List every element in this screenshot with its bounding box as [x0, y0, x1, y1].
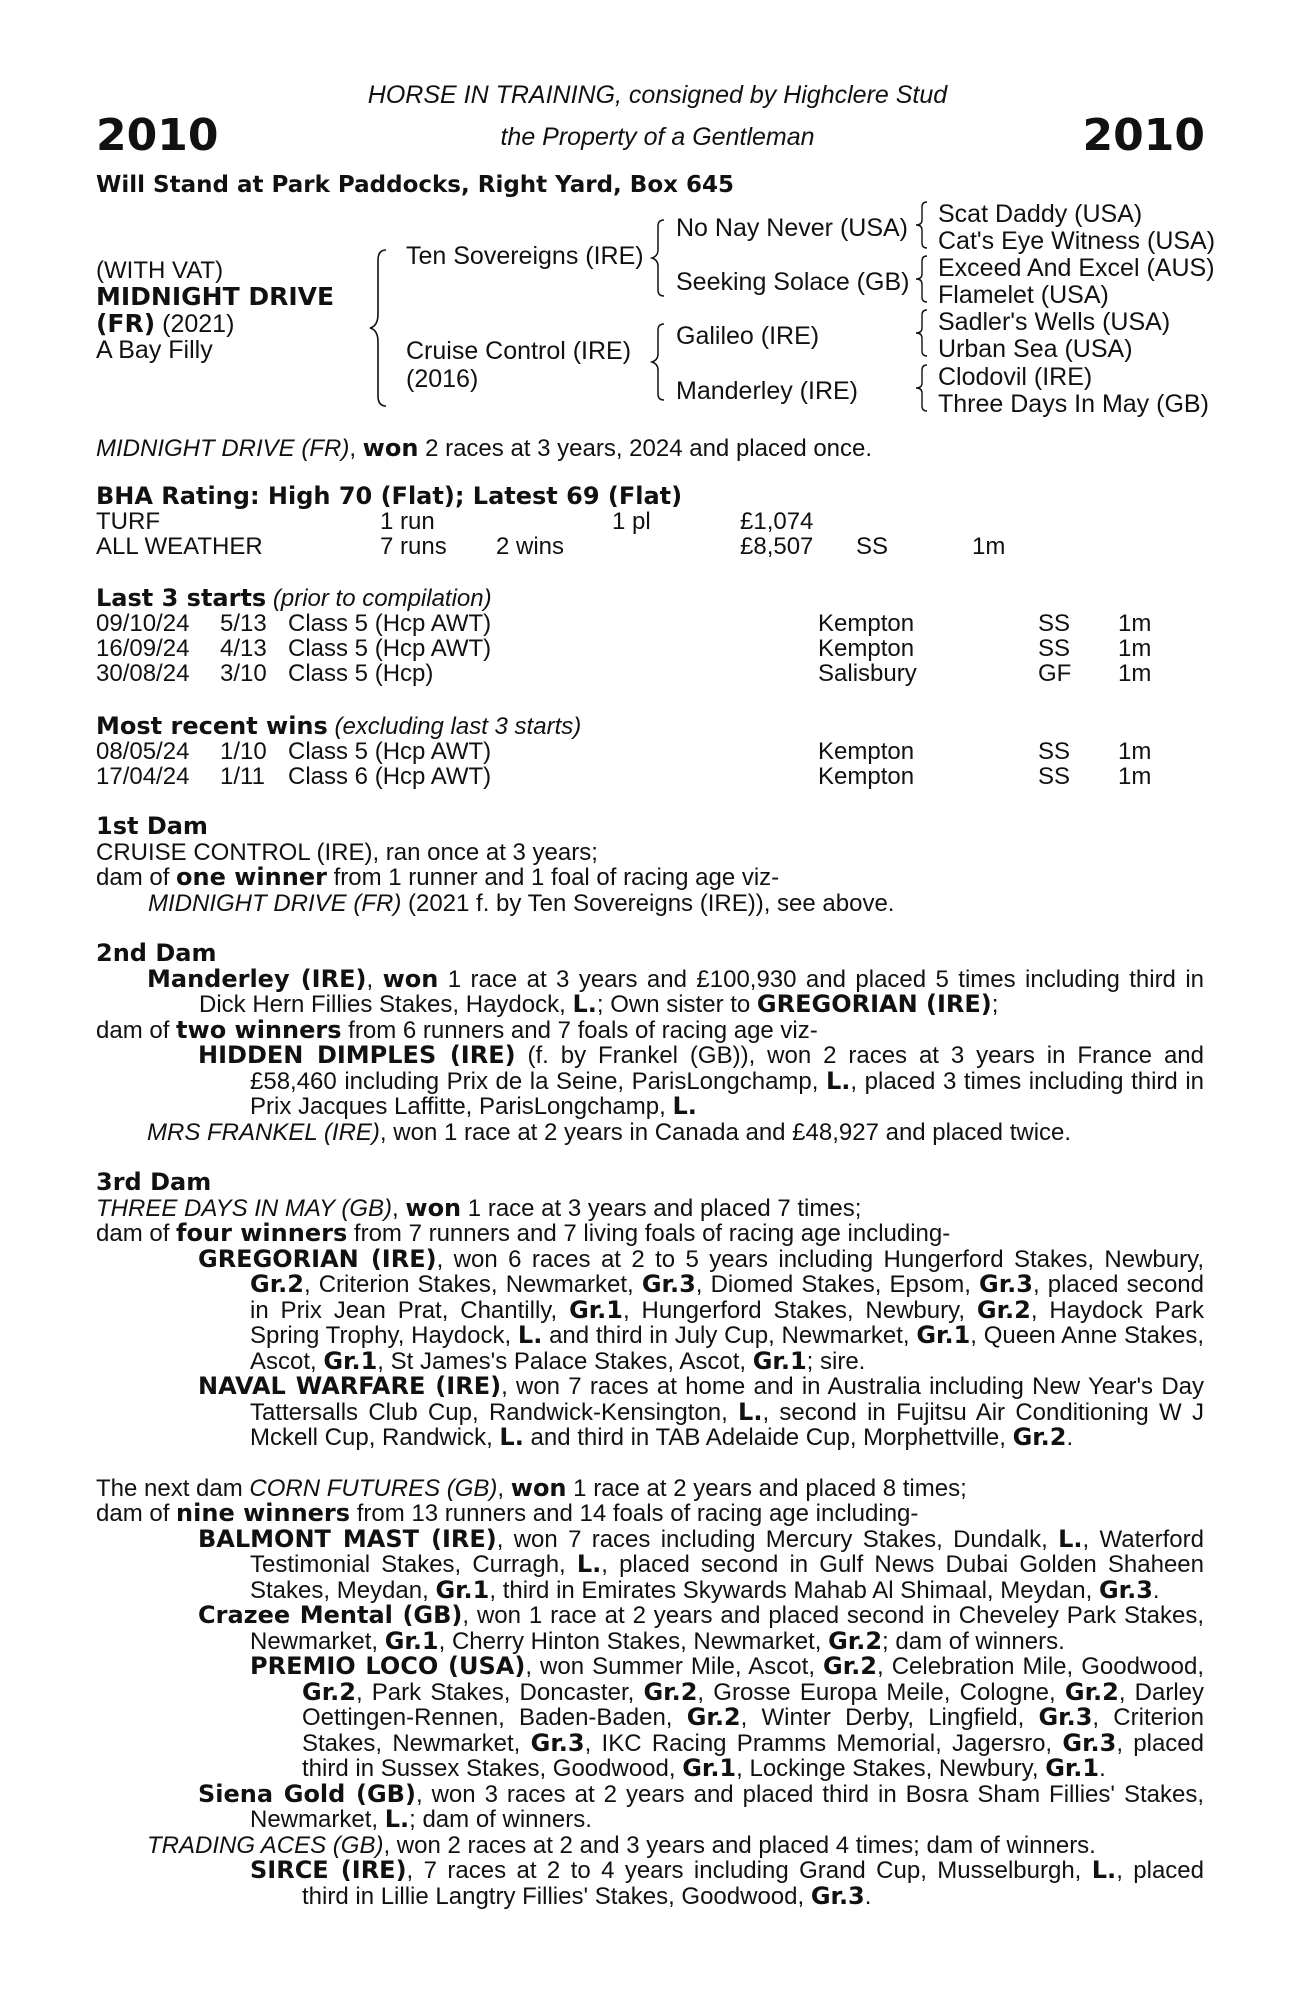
grade: Gr.3 — [530, 1728, 585, 1757]
recent-wins-heading — [96, 712, 581, 741]
ancestor-1: Scat Daddy (USA) — [938, 200, 1143, 228]
won-label: won — [405, 1193, 462, 1222]
offspring-balmont-mast — [96, 1524, 1204, 1604]
win-date: 17/04/24 — [96, 763, 190, 790]
text: ; Own sister to — [596, 991, 757, 1018]
grade: Gr.2 — [976, 1295, 1031, 1324]
third-dam-produce — [96, 1221, 1204, 1247]
win-distance: 1m — [1118, 738, 1152, 765]
text: , won 2 races at 2 and 3 years and placed 4 times; dam of winners. — [383, 1831, 1096, 1859]
text: , won 1 race at 2 years and placed second in Cheveley Park Stakes, Newmarket, — [250, 1602, 1204, 1655]
text: , won 1 race at 2 years in Canada and £48,927 and placed twice. — [379, 1118, 1072, 1146]
grade: Gr.2 — [643, 1677, 698, 1706]
win-position: 1/10 — [220, 738, 267, 765]
second-dam-heading: 2nd Dam — [96, 939, 217, 967]
brace-1 — [914, 200, 930, 250]
offspring-gregorian — [96, 1244, 1205, 1375]
next-dam-record — [96, 1473, 1204, 1502]
second-dam-record — [96, 964, 1205, 1018]
dam-name: CORN FUTURES (GB) — [249, 1474, 498, 1502]
offspring-name: SIRCE (IRE) — [250, 1856, 407, 1884]
grade: Gr.1 — [384, 1626, 439, 1655]
text: and third in TAB Adelaide Cup, Morphettville, — [523, 1424, 1013, 1451]
race-summary: MIDNIGHT DRIVE (FR), won 2 races at 3 years, 2024 and placed once. — [96, 434, 873, 462]
start-date: 30/08/24 — [96, 660, 190, 687]
text: , — [366, 965, 383, 993]
third-dam-heading: 3rd Dam — [96, 1168, 212, 1196]
text: , Grosse Europa Meile, Cologne, — [697, 1678, 1065, 1706]
text: , Cherry Hinton Stakes, Newmarket, — [438, 1627, 829, 1655]
start-position: 5/13 — [220, 610, 267, 637]
grade: L. — [517, 1321, 543, 1349]
text: , Park Stakes, Doncaster, — [355, 1678, 644, 1706]
winner-count: four winners — [176, 1219, 348, 1247]
sire-dam: Seeking Solace (GB) — [676, 268, 910, 296]
sibling-name: GREGORIAN (IRE) — [756, 990, 992, 1018]
text: . — [1066, 1424, 1074, 1451]
text: , won 7 races at home and in Australia including New Year's Day Tattersalls Club Cup, Randwick-Kensington, — [250, 1373, 1204, 1426]
horse-name: MIDNIGHT DRIVE — [96, 282, 335, 311]
bha-rating: BHA Rating: High 70 (Flat); Latest 69 (Flat) — [96, 482, 683, 510]
horse-year: (2021) — [162, 310, 235, 338]
text: , won Summer Mile, Ascot, — [525, 1653, 824, 1680]
text: , placed second in Gulf News Dubai Golden Shaheen Stakes, Meydan, — [250, 1551, 1204, 1604]
ancestor-3: Exceed And Excel (AUS) — [938, 254, 1215, 282]
text: dam of — [96, 1016, 177, 1044]
start-going: GF — [1038, 660, 1072, 687]
last-starts-heading — [96, 584, 492, 613]
offspring-name: PREMIO LOCO (USA) — [250, 1652, 526, 1680]
grade: Gr.3 — [1098, 1575, 1153, 1604]
text: , Queen Anne Stakes, Ascot, — [250, 1322, 1204, 1375]
grade: Gr.1 — [323, 1346, 378, 1375]
text: , third in Emirates Skywards Mahab Al Shimaal, Meydan, — [489, 1576, 1099, 1604]
text: from 6 runners and 7 foals of racing age viz- — [341, 1016, 818, 1044]
grade: Gr.1 — [1045, 1754, 1100, 1782]
start-date: 16/09/24 — [96, 635, 190, 662]
grade: L. — [576, 1550, 602, 1578]
sire-name: Ten Sovereigns (IRE) — [406, 242, 644, 270]
offspring-name: MIDNIGHT DRIVE (FR) — [148, 889, 402, 917]
win-position: 1/11 — [220, 763, 265, 790]
win-distance: 1m — [1118, 763, 1152, 790]
text: ; dam of winners. — [882, 1627, 1065, 1655]
grade: L. — [499, 1423, 524, 1451]
start-going: SS — [1038, 635, 1071, 662]
offspring-sirce — [96, 1858, 1204, 1909]
grade: Gr.1 — [752, 1346, 807, 1375]
text: , placed third in Sussex Stakes, Goodwood, — [302, 1729, 1205, 1782]
offspring-name: NAVAL WARFARE (IRE) — [198, 1372, 502, 1400]
dam-name: Manderley (IRE) — [147, 964, 367, 993]
dam-year: (2016) — [406, 365, 479, 393]
grade: Gr.2 — [1064, 1677, 1119, 1706]
offspring-name: GREGORIAN (IRE) — [198, 1244, 437, 1273]
text: , Hungerford Stakes, Newbury, — [623, 1296, 977, 1324]
start-position: 4/13 — [220, 635, 267, 662]
summary-won: won — [362, 434, 419, 462]
text: , Celebration Mile, Goodwood, — [876, 1653, 1205, 1680]
win-date: 08/05/24 — [96, 738, 190, 765]
dam-history — [96, 814, 1204, 1909]
text: dam of — [96, 864, 177, 891]
offspring-naval-warfare — [96, 1374, 1204, 1451]
text: , Diomed Stakes, Epsom, — [695, 1271, 980, 1298]
text: dam of — [96, 1220, 177, 1247]
dam-name: THREE DAYS IN MAY (GB) — [96, 1194, 393, 1222]
record-places: 1 pl — [612, 508, 651, 535]
lot-number-left: 2010 — [96, 110, 219, 161]
text: , placed 3 times including third in Prix Jacques Laffitte, ParisLongchamp, — [250, 1067, 1205, 1120]
horse-country: (FR) — [96, 309, 156, 338]
text: dam of — [96, 1500, 177, 1527]
second-dam-produce — [96, 1015, 1204, 1044]
text: (f. by Frankel (GB)), won 2 races at 3 years in France and £58,460 including Prix de la Seine, ParisLongchamp, — [250, 1042, 1204, 1095]
first-dam-offspring — [96, 891, 1204, 917]
first-dam-heading: 1st Dam — [96, 812, 208, 840]
recent-wins-title: Most recent wins — [96, 712, 328, 740]
text: . — [1099, 1755, 1106, 1782]
brace-3 — [914, 308, 930, 358]
start-going: SS — [1038, 610, 1071, 637]
lot-number-right: 2010 — [1082, 110, 1205, 161]
horse-origin-year — [96, 309, 234, 339]
ancestor-7: Clodovil (IRE) — [938, 363, 1093, 391]
record-prize: £1,074 — [740, 508, 814, 535]
record-going: SS — [856, 533, 889, 560]
record-runs: 1 run — [380, 508, 435, 535]
win-class: Class 5 (Hcp AWT) — [288, 738, 492, 765]
grade: Gr.2 — [1012, 1423, 1067, 1451]
ancestor-4: Flamelet (USA) — [938, 281, 1109, 309]
offspring-name: TRADING ACES (GB) — [147, 1831, 384, 1859]
brace-4 — [914, 363, 930, 413]
record-surface: ALL WEATHER — [96, 533, 263, 560]
win-going: SS — [1038, 763, 1071, 790]
text: from 7 runners and 7 living foals of racing age including- — [347, 1220, 951, 1247]
start-distance: 1m — [1118, 635, 1152, 662]
text: 1 race at 3 years and placed 7 times; — [461, 1194, 862, 1222]
next-dam-produce — [96, 1501, 1204, 1527]
start-class: Class 5 (Hcp) — [288, 660, 434, 687]
start-distance: 1m — [1118, 610, 1152, 637]
start-distance: 1m — [1118, 660, 1152, 687]
horse-description: A Bay Filly — [96, 336, 213, 364]
text: , second in Fujitsu Air Conditioning W J Mckell Cup, Randwick, — [250, 1398, 1204, 1451]
text: , Darley Oettingen-Rennen, Baden-Baden, — [302, 1678, 1205, 1731]
last-starts-title: Last 3 starts — [96, 584, 267, 612]
text: from 13 runners and 14 foals of racing age including- — [350, 1500, 919, 1527]
winner-count: nine winners — [176, 1499, 351, 1527]
dam-brace — [650, 322, 670, 402]
offspring-trading-aces — [96, 1833, 1204, 1859]
grade: L. — [572, 990, 597, 1018]
text: , 7 races at 2 to 4 years including Grand Cup, Musselburgh, — [406, 1857, 1092, 1884]
start-position: 3/10 — [220, 660, 267, 687]
grade: L. — [384, 1805, 410, 1833]
text: , won 3 races at 2 years and placed third in Bosra Sham Fillies' Stakes, Newmarket, — [250, 1780, 1204, 1833]
win-going: SS — [1038, 738, 1071, 765]
win-class: Class 6 (Hcp AWT) — [288, 763, 492, 790]
grade: Gr.3 — [979, 1270, 1033, 1298]
first-dam-line: CRUISE CONTROL (IRE), ran once at 3 years; — [96, 838, 598, 866]
grade: Gr.2 — [250, 1270, 304, 1298]
first-dam-produce — [96, 865, 1204, 891]
dam-name: Cruise Control (IRE) — [406, 337, 632, 365]
text: , — [392, 1194, 406, 1222]
grade: Gr.3 — [1062, 1728, 1117, 1757]
offspring-siena-gold — [96, 1779, 1204, 1833]
record-prize: £8,507 — [740, 533, 814, 560]
grade: Gr.3 — [1038, 1703, 1093, 1731]
text: , Haydock Park Spring Trophy, Haydock, — [250, 1296, 1204, 1349]
last-starts-note: (prior to compilation) — [266, 585, 492, 612]
text: , won 7 races including Mercury Stakes, Dundalk, — [496, 1525, 1059, 1553]
grade: L. — [1058, 1524, 1083, 1553]
text: , placed third in Lillie Langtry Fillies' Stakes, Goodwood, — [302, 1857, 1204, 1910]
grade: Gr.1 — [916, 1321, 971, 1349]
record-runs: 7 runs — [380, 533, 447, 560]
grade: Gr.3 — [810, 1881, 865, 1910]
dam-sire: Galileo (IRE) — [676, 322, 820, 350]
text: , Waterford Testimonial Stakes, Curragh, — [250, 1525, 1204, 1578]
text: ; — [991, 991, 999, 1018]
text: ; sire. — [806, 1347, 866, 1375]
third-dam-record — [96, 1193, 1204, 1222]
grade: L. — [738, 1397, 763, 1426]
text: 1 race at 3 years and £100,930 and placed 5 times including third in Dick Hern Fillies Stakes, Haydock, — [199, 965, 1205, 1018]
text: , IKC Racing Pramms Memorial, Jagersro, — [584, 1729, 1063, 1757]
offspring-name: BALMONT MAST (IRE) — [198, 1524, 497, 1553]
record-surface: TURF — [96, 508, 160, 535]
start-class: Class 5 (Hcp AWT) — [288, 635, 492, 662]
grade: Gr.3 — [641, 1270, 696, 1298]
start-course: Kempton — [818, 635, 915, 662]
record-wins: 2 wins — [496, 533, 565, 560]
property-line: the Property of a Gentleman — [500, 123, 815, 151]
recent-wins-note: (excluding last 3 starts) — [327, 713, 582, 740]
pedigree-brace — [368, 248, 390, 408]
text: , St James's Palace Stakes, Ascot, — [377, 1347, 753, 1375]
start-class: Class 5 (Hcp AWT) — [288, 610, 492, 637]
ancestor-5: Sadler's Wells (USA) — [938, 308, 1171, 336]
offspring-name: Crazee Mental (GB) — [198, 1601, 463, 1629]
record-distance: 1m — [972, 533, 1006, 560]
ancestor-2: Cat's Eye Witness (USA) — [938, 227, 1216, 255]
ancestor-6: Urban Sea (USA) — [938, 335, 1133, 363]
grade: Gr.2 — [302, 1677, 356, 1706]
offspring-mrs-frankel — [96, 1120, 1204, 1146]
summary-text: 2 races at 3 years, 2024 and placed once. — [418, 435, 873, 462]
offspring-name: MRS FRANKEL (IRE) — [147, 1118, 380, 1146]
vat-note: (WITH VAT) — [96, 257, 224, 284]
start-date: 09/10/24 — [96, 610, 190, 637]
offspring-premio-loco — [96, 1654, 1204, 1782]
text: , — [497, 1474, 511, 1502]
brace-2 — [914, 254, 930, 304]
sire-brace — [650, 218, 670, 298]
text: , Criterion Stakes, Newmarket, — [302, 1704, 1204, 1757]
text: (2021 f. by Ten Sovereigns (IRE)), see above. — [401, 889, 895, 917]
text: The next dam — [96, 1474, 250, 1502]
won-label: won — [382, 964, 439, 993]
sire-sire: No Nay Never (USA) — [676, 214, 908, 242]
text: from 1 runner and 1 foal of racing age viz- — [326, 864, 780, 891]
grade: Gr.1 — [435, 1575, 490, 1604]
offspring-name: Siena Gold (GB) — [198, 1779, 416, 1808]
text: , Criterion Stakes, Newmarket, — [303, 1271, 642, 1298]
start-course: Kempton — [818, 610, 915, 637]
grade: Gr.1 — [682, 1754, 737, 1782]
text: , Winter Derby, Lingfield, — [740, 1704, 1039, 1731]
grade: Gr.2 — [686, 1703, 741, 1731]
text: , Lockinge Stakes, Newbury, — [736, 1755, 1046, 1782]
grade: Gr.2 — [828, 1626, 883, 1655]
grade: L. — [1091, 1856, 1117, 1884]
text: ; dam of winners. — [409, 1806, 592, 1833]
grade: Gr.2 — [823, 1652, 877, 1680]
text: 1 race at 2 years and placed 8 times; — [566, 1474, 967, 1502]
winner-count: two winners — [176, 1015, 342, 1044]
text: , won 6 races at 2 to 5 years including Hungerford Stakes, Newbury, — [436, 1245, 1205, 1273]
win-course: Kempton — [818, 738, 915, 765]
text: and third in July Cup, Newmarket, — [542, 1322, 917, 1349]
offspring-hidden-dimples — [96, 1043, 1204, 1120]
text: , placed second in Prix Jean Prat, Chantilly, — [250, 1271, 1204, 1324]
grade: L. — [672, 1092, 697, 1120]
text: . — [864, 1882, 872, 1910]
offspring-crazee-mental — [96, 1603, 1204, 1654]
dam-dam: Manderley (IRE) — [676, 377, 858, 405]
offspring-name: HIDDEN DIMPLES (IRE) — [198, 1041, 516, 1069]
won-label: won — [510, 1473, 567, 1502]
win-course: Kempton — [818, 763, 915, 790]
grade: L. — [826, 1066, 851, 1095]
summary-horse: MIDNIGHT DRIVE (FR) — [96, 435, 350, 462]
consignor-line: HORSE IN TRAINING, consigned by Highclere Stud — [367, 81, 948, 109]
text: . — [1152, 1576, 1160, 1604]
winner-count: one winner — [176, 863, 327, 891]
stand-location: Will Stand at Park Paddocks, Right Yard, Box 645 — [96, 172, 734, 198]
start-course: Salisbury — [818, 660, 917, 687]
grade: Gr.1 — [569, 1295, 623, 1324]
ancestor-8: Three Days In May (GB) — [938, 390, 1209, 418]
